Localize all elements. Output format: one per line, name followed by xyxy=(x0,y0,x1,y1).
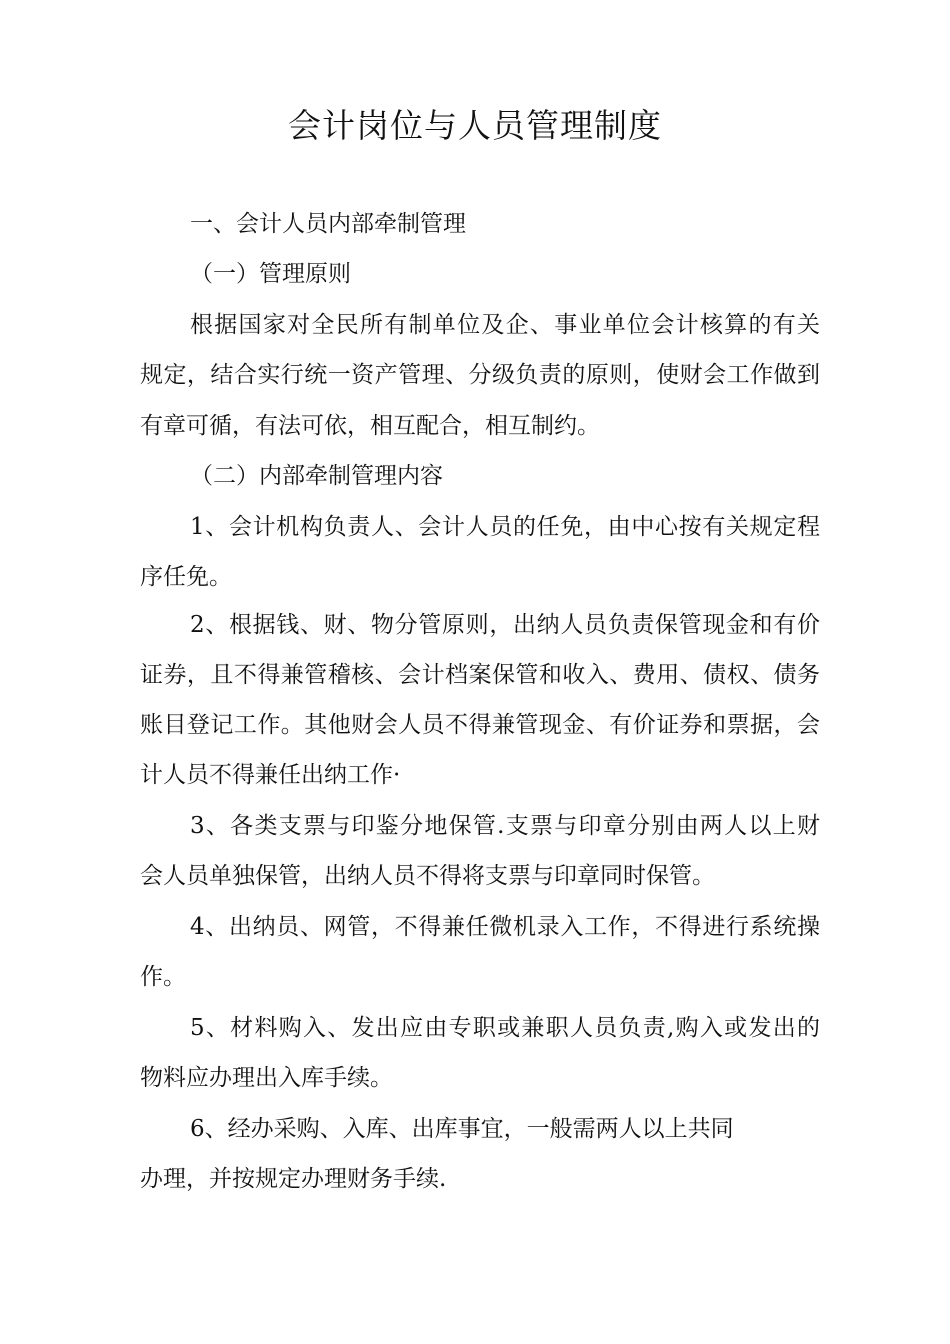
paragraph-line: 6、经办采购、入库、出库事宜，一般需两人以上共同 xyxy=(190,1116,734,1142)
paragraph-line: 作。 xyxy=(140,964,186,990)
paragraph-line: 账目登记工作。其他财会人员不得兼管现金、有价证券和票据，会 xyxy=(140,712,820,738)
paragraph-line: 物料应办理出入库手续。 xyxy=(140,1065,393,1091)
paragraph-line: 4、出纳员、网管，不得兼任微机录入工作，不得进行系统操 xyxy=(190,914,820,940)
paragraph-line: 规定，结合实行统一资产管理、分级负责的原则，使财会工作做到 xyxy=(140,362,820,388)
subsection-heading-1: （一）管理原则 xyxy=(190,261,351,287)
paragraph-line: 5、材料购入、发出应由专职或兼职人员负责,购入或发出的 xyxy=(190,1015,820,1041)
subsection-heading-2: （二）内部牵制管理内容 xyxy=(190,463,443,489)
document-title: 会计岗位与人员管理制度 xyxy=(288,106,662,145)
paragraph-line: 会人员单独保管，出纳人员不得将支票与印章同时保管。 xyxy=(140,863,715,889)
paragraph-line: 计人员不得兼任出纳工作· xyxy=(140,762,401,788)
paragraph-line: 序任免。 xyxy=(140,564,232,590)
paragraph-line: 办理，并按规定办理财务手续. xyxy=(140,1166,447,1192)
paragraph-line: 有章可循，有法可依，相互配合，相互制约。 xyxy=(140,413,600,439)
paragraph-line: 1、会计机构负责人、会计人员的任免，由中心按有关规定程 xyxy=(190,514,820,540)
paragraph-line: 证券，且不得兼管稽核、会计档案保管和收入、费用、债权、债务 xyxy=(140,662,820,688)
section-heading-1: 一、会计人员内部牵制管理 xyxy=(190,211,466,237)
paragraph-line: 2、根据钱、财、物分管原则，出纳人员负责保管现金和有价 xyxy=(190,612,820,638)
paragraph-line: 根据国家对全民所有制单位及企、事业单位会计核算的有关 xyxy=(190,312,820,338)
paragraph-line: 3、各类支票与印鉴分地保管.支票与印章分别由两人以上财 xyxy=(190,813,820,839)
